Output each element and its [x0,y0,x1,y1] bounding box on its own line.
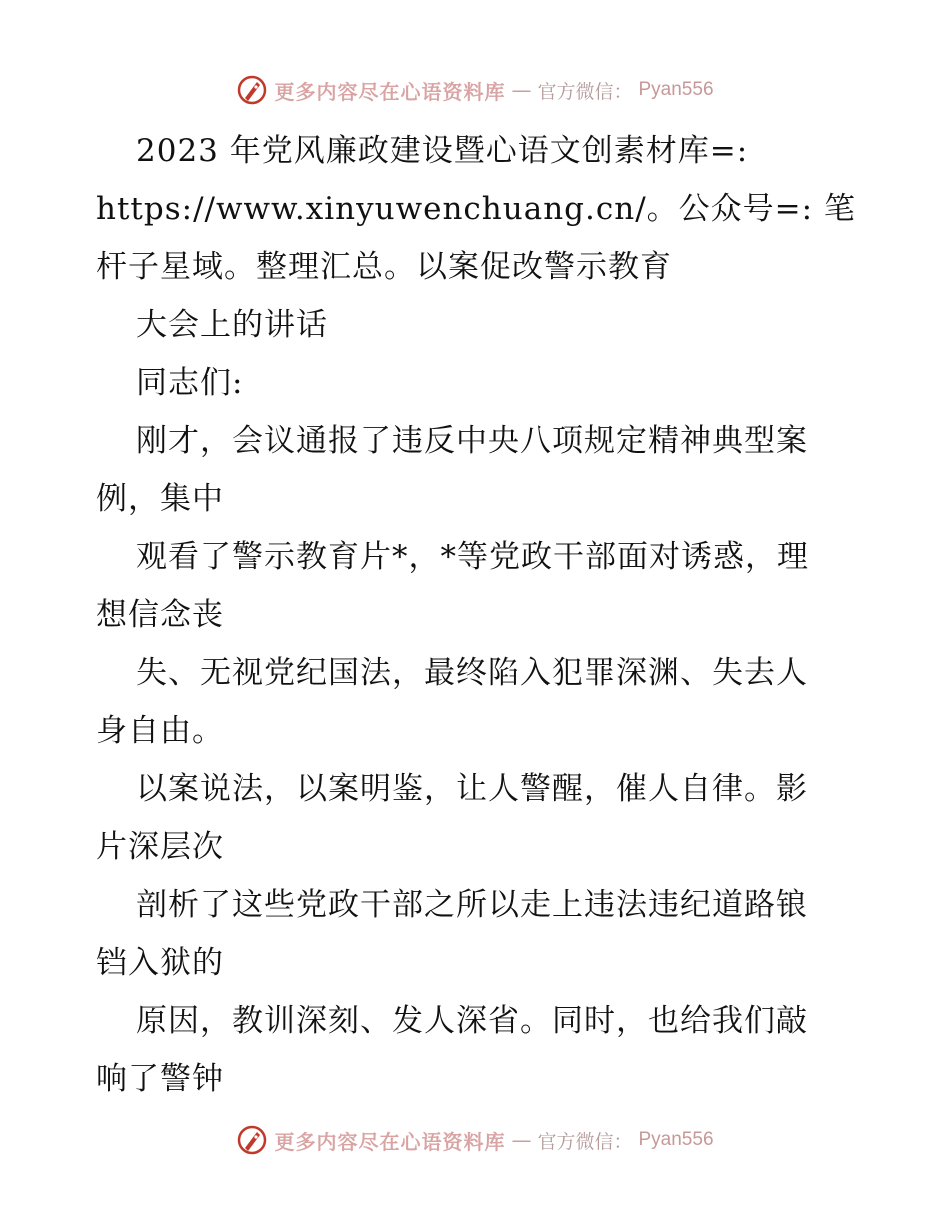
footer-banner-content [236,1124,713,1156]
banner-slogan: 更多内容尽在心语资料库 [274,1129,506,1154]
body-line: 观看了警示教育片*，*等党政干部面对诱惑，理 [136,539,809,575]
body-line: 以案说法，以案明鉴，让人警醒，催人自律。影 [136,771,808,807]
body-line: 原因，教训深刻、发人深省。同时，也给我们敲 [136,1003,808,1039]
body-line: 剖析了这些党政干部之所以走上违法违纪道路锒 [136,887,808,923]
body-line: 想信念丧 [96,597,224,633]
body-line: 同志们: [136,365,244,401]
body-line: 2023 年党风廉政建设暨心语文创素材库=: [136,133,749,169]
body-line: 失、无视党纪国法，最终陷入犯罪深渊、失去人 [136,655,808,691]
document-body [96,122,856,1108]
body-line: 杆子星域。整理汇总。以案促改警示教育 [96,249,672,285]
body-line: 例，集中 [96,481,224,517]
body-line: 大会上的讲话 [136,307,328,343]
banner-dash: — [511,78,532,102]
body-line: 响了警钟 [96,1061,224,1097]
body-line: 片深层次 [96,829,224,865]
body-line: https://www.xinyuwenchuang.cn/。公众号=: 笔 [96,191,856,227]
banner-official-label: 官方微信： [537,80,633,103]
body-line: 刚才，会议通报了违反中央八项规定精神典型案 [136,423,808,459]
body-line: 身自由。 [96,713,224,749]
banner-wechat-id: Pyan556 [638,79,714,100]
banner-official-label: 官方微信： [537,1130,633,1153]
pen-nib-logo-icon [236,1124,268,1156]
body-line: 铛入狱的 [96,945,224,981]
pen-nib-logo-icon [236,74,268,106]
header-banner [0,70,950,110]
banner-dash: — [511,1128,532,1152]
banner-slogan: 更多内容尽在心语资料库 [274,79,506,104]
header-banner-content [236,74,713,106]
banner-wechat-id: Pyan556 [638,1129,714,1150]
footer-banner [0,1120,950,1160]
